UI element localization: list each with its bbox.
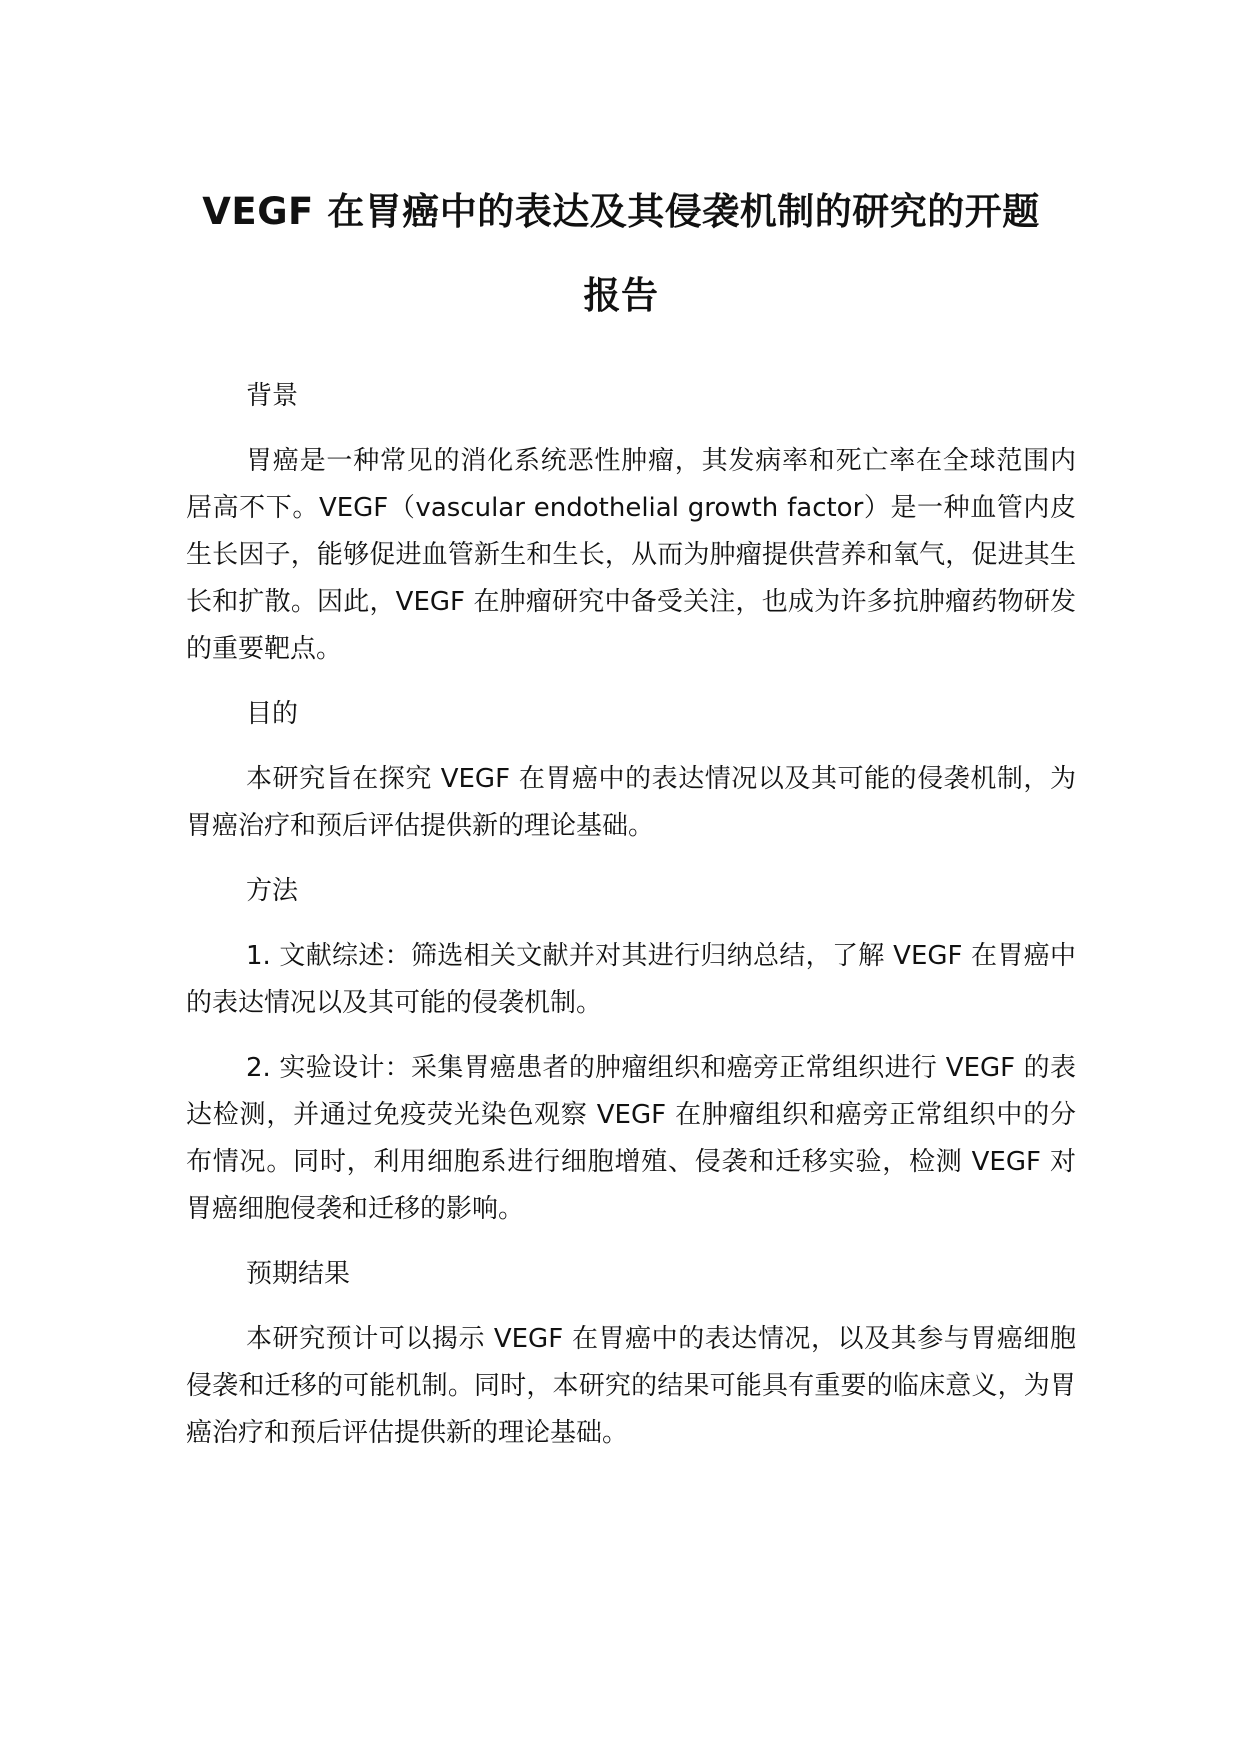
section-heading-methods: 方法 (246, 876, 299, 906)
purpose-paragraph: 本研究旨在探究 VEGF 在胃癌中的表达情况以及其可能的侵袭机制，为胃癌治疗和预后评估提供新的理论基础。 (186, 764, 1076, 841)
document-body (186, 373, 1076, 1475)
method-item-literature-review: 1. 文献综述：筛选相关文献并对其进行归纳总结，了解 VEGF 在胃癌中的表达情况以及其可能的侵袭机制。 (186, 941, 1076, 1018)
section-heading-background: 背景 (246, 381, 299, 411)
method-item-experiment-design: 2. 实验设计：采集胃癌患者的肿瘤组织和癌旁正常组织进行 VEGF 的表达检测，并通过免疫荧光染色观察 VEGF 在肿瘤组织和癌旁正常组织中的分布情况。同时，利用细胞系进行细胞增殖、侵袭和迁移实验，检测 VEGF 对胃癌细胞侵袭和迁移的影响。 (186, 1053, 1076, 1224)
expected-results-paragraph: 本研究预计可以揭示 VEGF 在胃癌中的表达情况，以及其参与胃癌细胞侵袭和迁移的可能机制。同时，本研究的结果可能具有重要的临床意义，为胃癌治疗和预后评估提供新的理论基础。 (186, 1324, 1076, 1448)
background-paragraph: 胃癌是一种常见的消化系统恶性肿瘤，其发病率和死亡率在全球范围内居高不下。VEGF（vascular endothelial growth factor）是一种血管内皮生长因子，能够促进血管新生和生长，从而为肿瘤提供营养和氧气，促进其生长和扩散。因此，VEGF 在肿瘤研究中备受关注，也成为许多抗肿瘤药物研发的重要靶点。 (186, 446, 1076, 664)
section-heading-expected-results: 预期结果 (246, 1259, 351, 1289)
section-heading-purpose: 目的 (246, 699, 299, 729)
document-title: VEGF 在胃癌中的表达及其侵袭机制的研究的开题报告 (202, 190, 1040, 317)
